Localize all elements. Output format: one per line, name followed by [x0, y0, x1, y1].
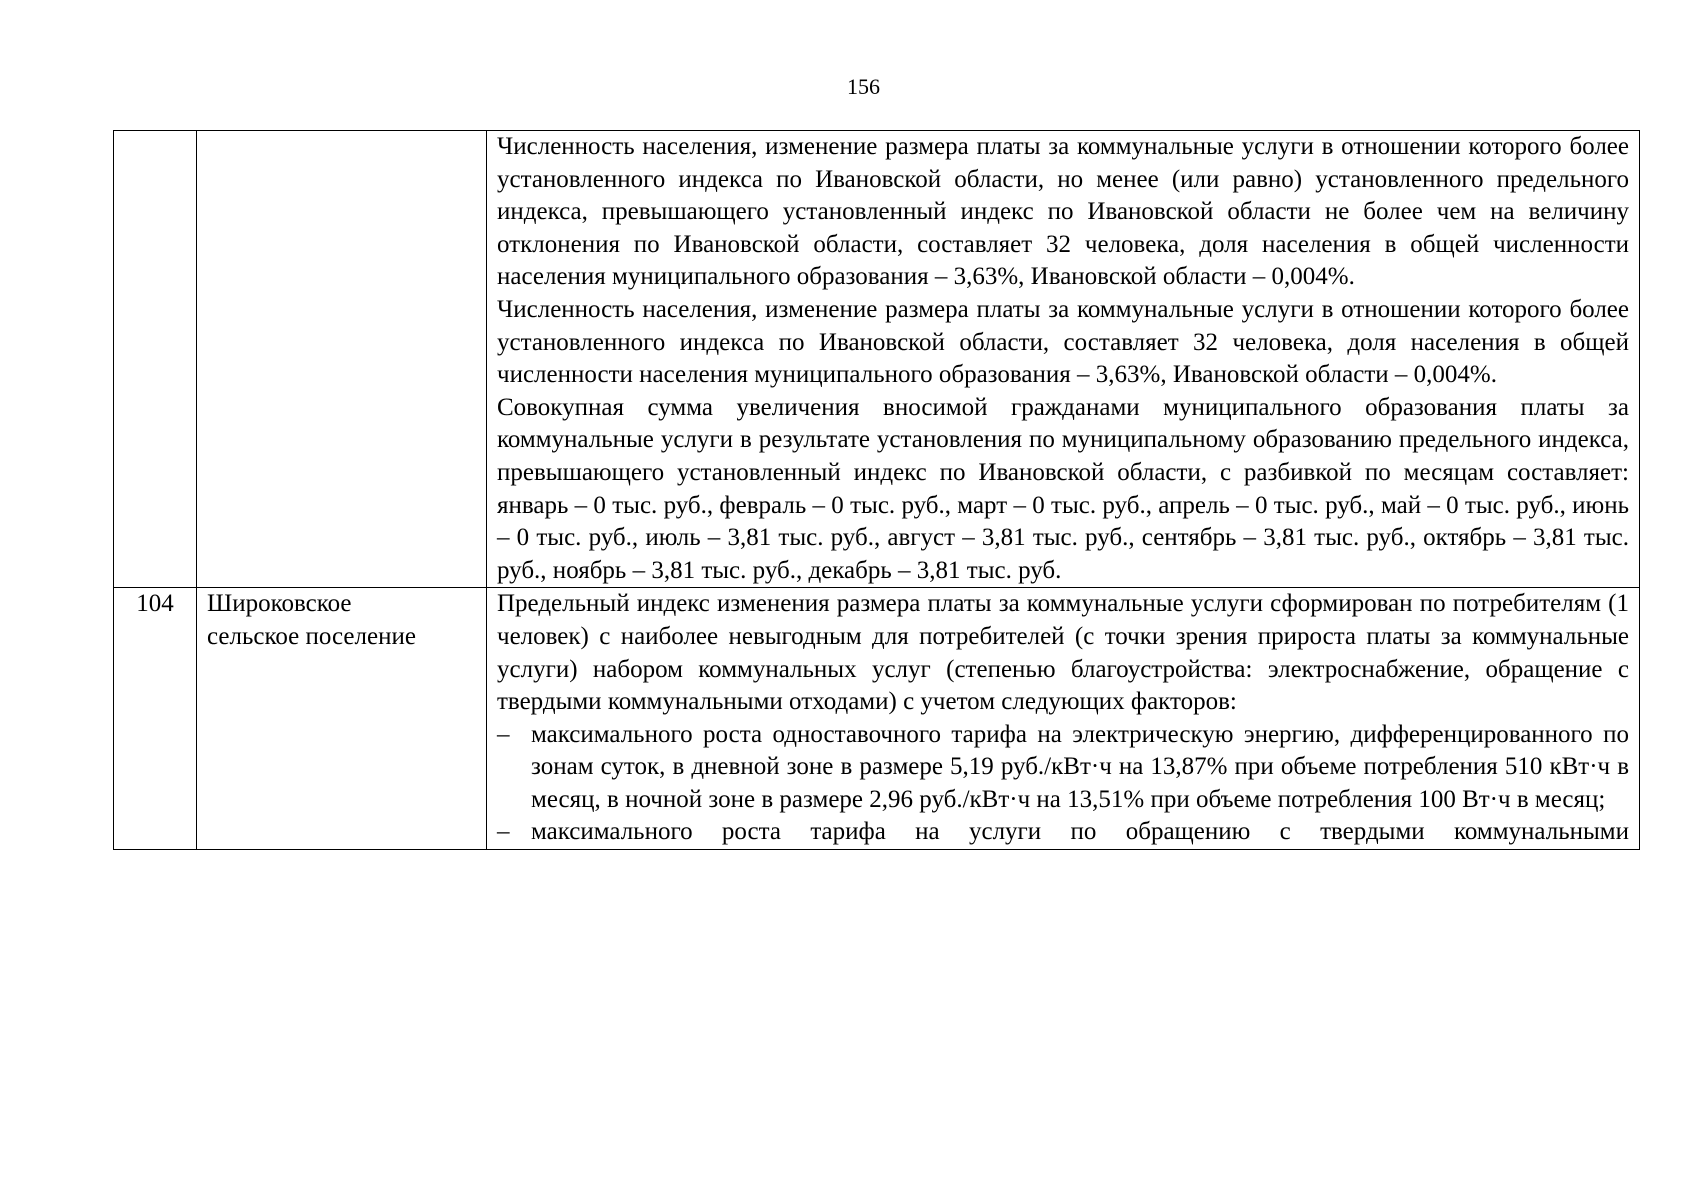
row-number: 104 — [136, 590, 174, 618]
description-cell — [487, 588, 1640, 850]
list-item — [497, 816, 1629, 849]
row-number-cell — [114, 131, 197, 588]
page-number: 156 — [847, 74, 880, 99]
description-cell — [487, 131, 1640, 588]
municipality-name-cell — [197, 588, 487, 850]
population-paragraph-2: Численность населения, изменение размера платы за коммунальные услуги в отношении которого более установленного индекса по Ивановской области, составляет 32 человека, доля населения в общей численности населения муниципального образования – 3,63%, Ивановской области – 0,004%. — [497, 295, 1629, 389]
list-item-text: максимального роста одноставочного тарифа на электрическую энергию, дифференцированного по зонам суток, в дневной зоне в размере 5,19 руб./кВт·ч на 13,87% при объеме потребления 510 кВт·ч в месяц, в ночной зоне в размере 2,96 руб./кВт·ч на 13,51% при объеме потребления 100 Вт·ч в месяц; — [531, 720, 1629, 813]
table-row — [114, 588, 1640, 850]
municipal-index-table — [113, 130, 1640, 850]
municipality-name-cell — [197, 131, 487, 588]
dash-marker: – — [497, 720, 510, 748]
population-paragraph-1: Численность населения, изменение размера платы за коммунальные услуги в отношении которого более установленного индекса по Ивановской области, но менее (или равно) установленного предельного индекса, превышающего установленный индекс по Ивановской области не более чем на величину отклонения по Ивановской области, составляет 32 человека, доля населения в общей численности населения муниципального образования – 3,63%, Ивановской области – 0,004%. — [497, 133, 1629, 291]
municipality-name-line-1: Широковское — [207, 590, 352, 618]
index-intro-paragraph: Предельный индекс изменения размера платы за коммунальные услуги сформирован по потребителям (1 человек) с наиболее невыгодным для потребителей (с точки зрения прироста платы за коммунальные услуги) набором коммунальных услуг (степенью благоустройства: электроснабжение, обращение с твердыми коммунальными отходами) с учетом следующих факторов: — [497, 590, 1629, 716]
row-number-cell — [114, 588, 197, 850]
dash-marker: – — [497, 818, 510, 846]
municipality-name-line-2: сельское поселение — [207, 622, 416, 650]
monthly-increase-paragraph: Совокупная сумма увеличения вносимой гражданами муниципального образования платы за коммунальные услуги в результате установления по муниципальному образованию предельного индекса, превышающего установленный индекс по Ивановской области, с разбивкой по месяцам составляет: январь – 0 тыс. руб., февраль – 0 тыс. руб., март – 0 тыс. руб., апрель – 0 тыс. руб., май – 0 тыс. руб., июнь – 0 тыс. руб., июль – 3,81 тыс. руб., август – 3,81 тыс. руб., сентябрь – 3,81 тыс. руб., октябрь – 3,81 тыс. руб., ноябрь – 3,81 тыс. руб., декабрь – 3,81 тыс. руб. — [497, 393, 1629, 584]
list-item-text: максимального роста тарифа на услуги по обращению с твердыми коммунальными — [531, 818, 1629, 846]
table-row — [114, 131, 1640, 588]
list-item — [497, 719, 1629, 817]
